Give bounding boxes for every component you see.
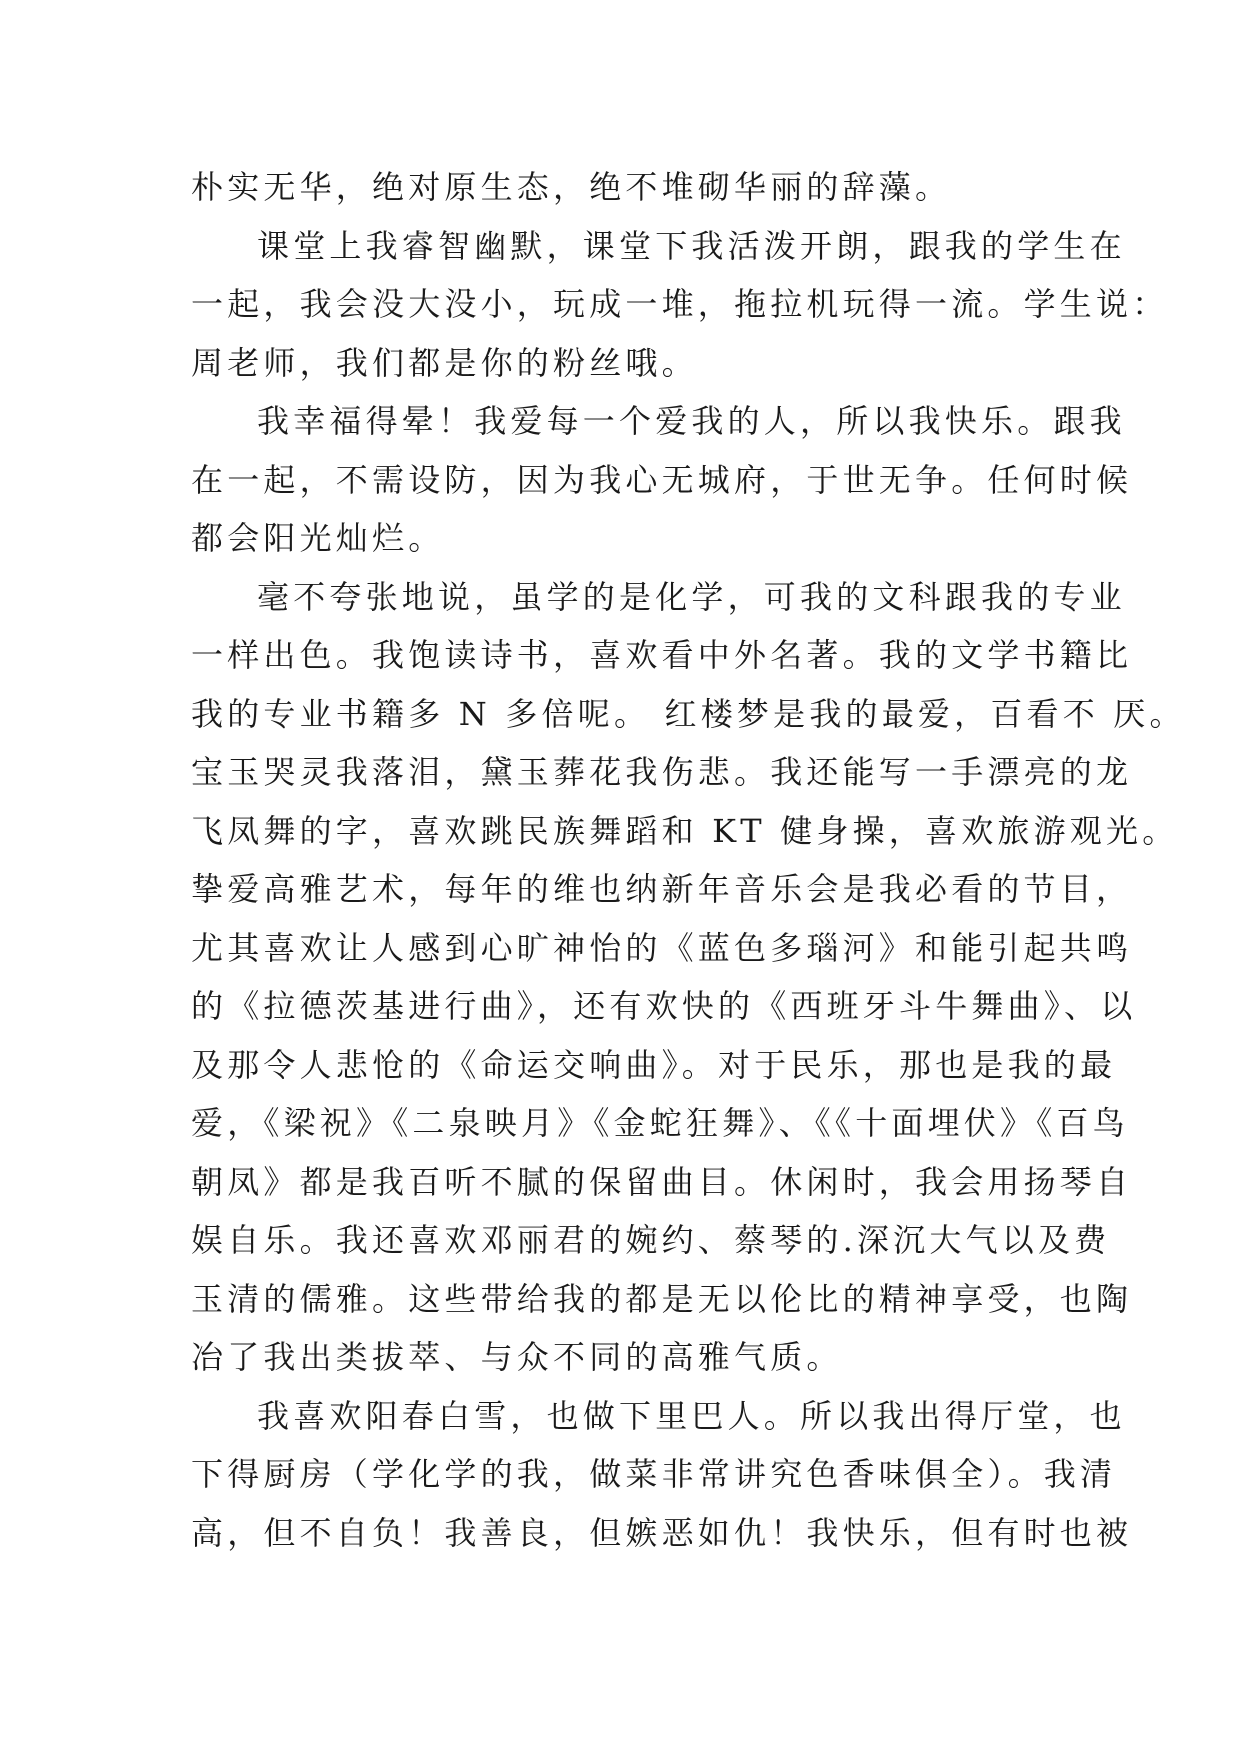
- text-line: 高，但不自负！我善良，但嫉恶如仇！我快乐，但有时也被: [191, 1513, 1133, 1552]
- text-line: 都会阳光灿烂。: [191, 519, 445, 557]
- text-line: 我幸福得晕！我爱每一个爱我的人，所以我快乐。跟我: [257, 402, 1126, 440]
- text-line: 及那令人悲怆的《命运交响曲》。对于民乐，那也是我的最: [191, 1045, 1117, 1084]
- text-line: 爱，《梁祝》《二泉映月》《金蛇狂舞》、《《十面埋伏》《百鸟: [191, 1104, 1129, 1142]
- text-line: 周老师，我们都是你的粉丝哦。: [191, 343, 698, 382]
- text-line: 尤其喜欢让人感到心旷神怡的《蓝色多瑙河》和能引起共鸣: [191, 928, 1133, 967]
- text-line: 宝玉哭灵我落泪，黛玉葬花我伤悲。我还能写一手漂亮的龙: [191, 753, 1133, 791]
- text-line: 的《拉德茨基进行曲》，还有欢快的《西班牙斗牛舞曲》、以: [191, 987, 1137, 1025]
- body-text: [191, 158, 1186, 1562]
- text-line: 在一起，不需设防，因为我心无城府，于世无争。任何时候: [191, 460, 1133, 499]
- text-line: 冶了我出类拔萃、与众不同的高雅气质。: [191, 1338, 843, 1376]
- text-line: 朴实无华，绝对原生态，绝不堆砌华丽的辞藻。: [191, 168, 952, 206]
- text-line: 我的专业书籍多 N 多倍呢。 红楼梦是我的最爱，百看不 厌。: [191, 694, 1186, 733]
- text-line: 朝凤》都是我百听不腻的保留曲目。休闲时，我会用扬琴自: [191, 1162, 1133, 1201]
- text-line: 下得厨房（学化学的我，做菜非常讲究色香味俱全）。我清: [191, 1455, 1117, 1493]
- text-line: 玉清的儒雅。这些带给我的都是无以伦比的精神享受，也陶: [191, 1279, 1133, 1318]
- text-line: 一样出色。我饱读诗书，喜欢看中外名著。我的文学书籍比: [191, 636, 1133, 674]
- text-line: 挚爱高雅艺术，每年的维也纳新年音乐会是我必看的节目，: [191, 870, 1133, 908]
- text-line: 飞凤舞的字，喜欢跳民族舞蹈和 KT 健身操，喜欢旅游观光。: [191, 811, 1179, 850]
- text-line: 课堂上我睿智幽默，课堂下我活泼开朗，跟我的学生在: [257, 226, 1126, 265]
- text-line: 我喜欢阳春白雪，也做下里巴人。所以我出得厅堂，也: [257, 1396, 1126, 1435]
- text-line: 一起，我会没大没小，玩成一堆，拖拉机玩得一流。学生说：: [191, 285, 1169, 323]
- text-line: 娱自乐。我还喜欢邓丽君的婉约、蔡琴的.深沉大气以及费: [191, 1221, 1111, 1259]
- text-line: 毫不夸张地说，虽学的是化学，可我的文科跟我的专业: [257, 577, 1126, 616]
